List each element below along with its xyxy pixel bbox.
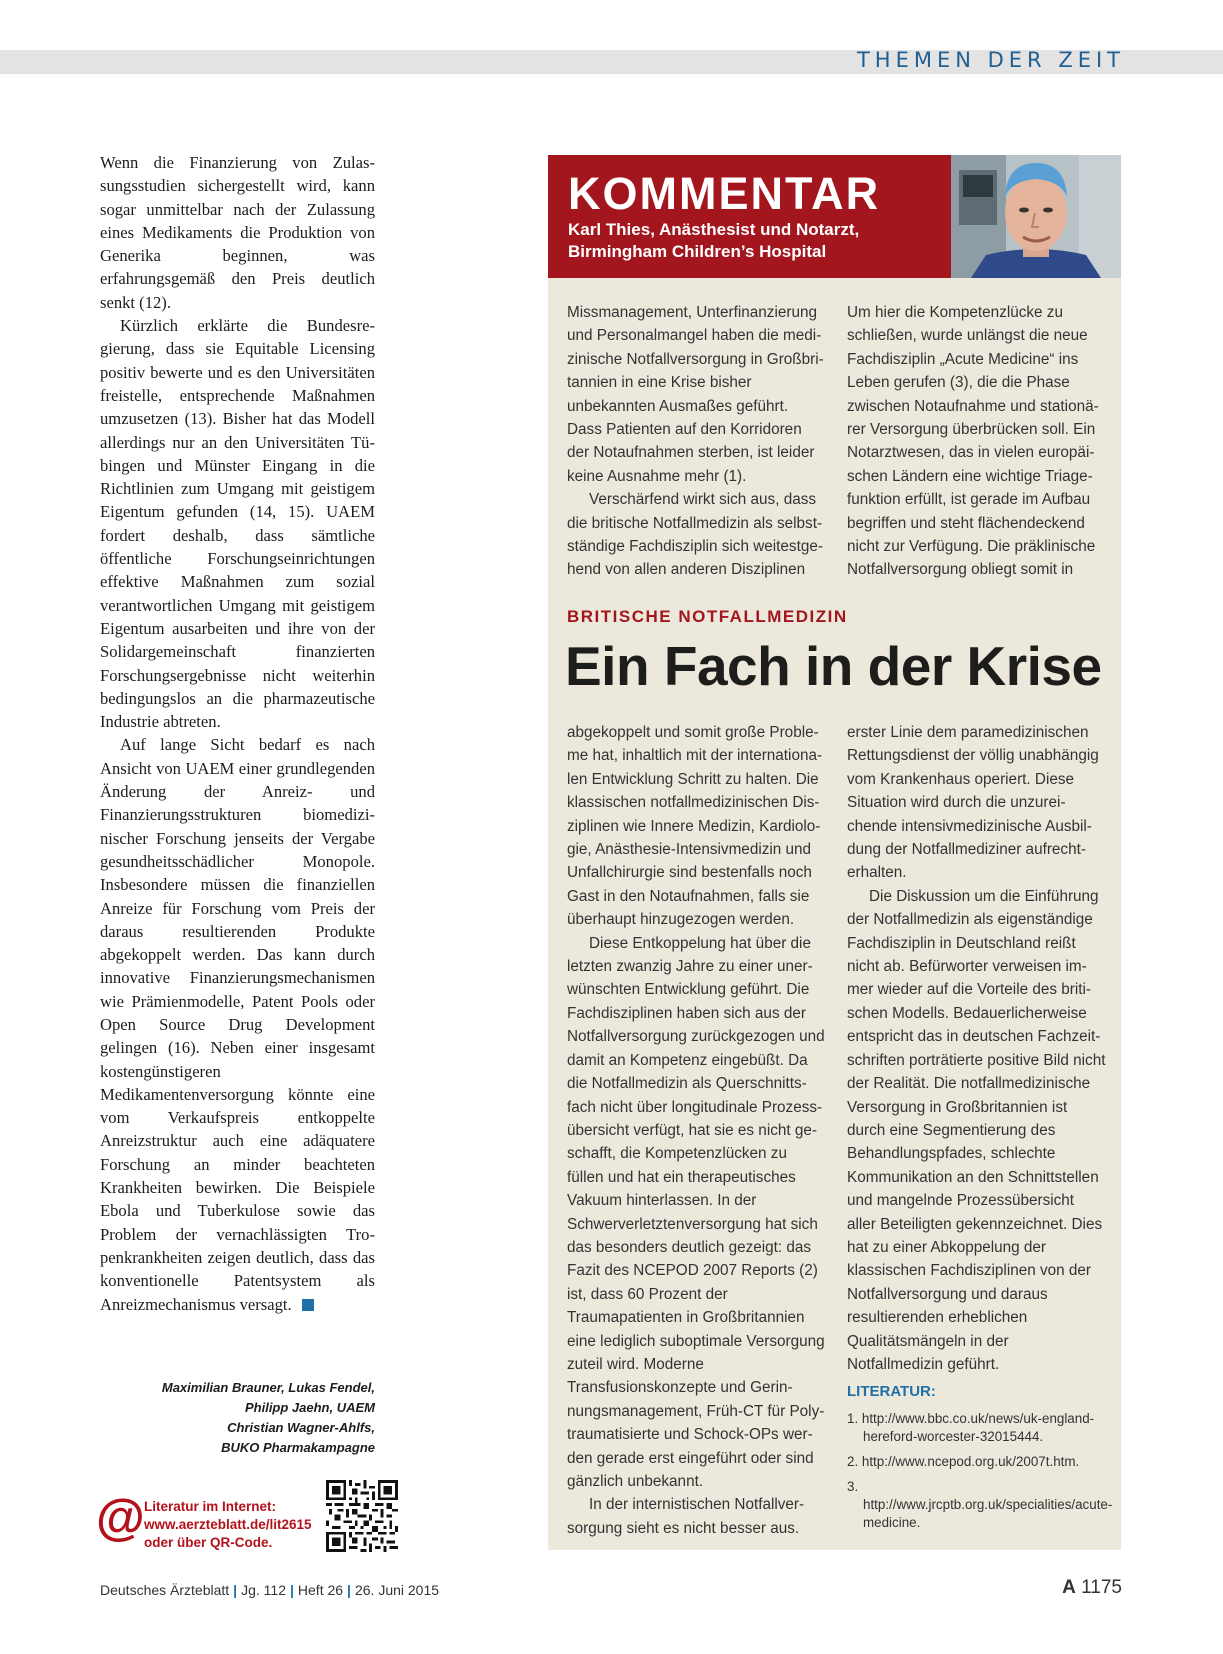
left-paragraph: Wenn die Finanzierung von Zulassungsstudien sichergestellt wird, kann sogar unmittelbar nach der Zulassung eines Medikaments die Produktion von Generika beginnen, was erfahrungsgemäß den Preis deutlich senkt (12).	[100, 153, 375, 312]
journal-volume: Jg. 112	[241, 1582, 286, 1598]
reference-item[interactable]: 3. http://www.jrcptb.org.uk/specialities/acute-medicine.	[847, 1479, 1113, 1530]
comment-author	[568, 219, 859, 263]
page-footer	[100, 1582, 439, 1598]
journal-issue: Heft 26	[297, 1582, 344, 1598]
author-line: BUKO Pharmakampagne	[221, 1440, 375, 1455]
author-line: Maximilian Brauner, Lukas Fendel,	[161, 1380, 375, 1395]
comment-column-2-bottom	[847, 721, 1107, 1376]
literature-link[interactable]: www.aerzteblatt.de/lit2615	[144, 1517, 312, 1532]
comment-headline: Ein Fach in der Krise	[565, 635, 1102, 697]
page-number	[1062, 1577, 1122, 1599]
qr-code-icon[interactable]	[326, 1480, 398, 1552]
author-photo	[951, 155, 1121, 278]
comment-paragraph: Missmanagement, Unterfinanzierung und Personalmangel haben die medizinische Notfallversorgung in Großbritannien in eine Krise bisher unbekannten Ausmaßes geführt. Dass Patienten auf den Korridoren der Notaufnahmen sterben, ist leider keine Ausnahme mehr (1).	[567, 304, 824, 485]
comment-author-line: Birmingham Children’s Hospital	[568, 242, 827, 261]
comment-paragraph: erster Linie dem paramedizinischen Rettungsdienst der völlig unabhängig vom Krankenhaus operiert. Diese Situation wird durch die unzureichende intensivmedizinische Ausbildung der Notfallmediziner aufrechterhalten.	[847, 724, 1099, 882]
author-credits	[100, 1378, 375, 1458]
footer-separator: |	[289, 1582, 294, 1598]
section-title: THEMEN DER ZEIT	[856, 48, 1125, 72]
left-paragraph-text: Auf lange Sicht bedarf es nach Ansicht von UAEM einer grundlegenden Änderung der Anreiz- und Finanzierungsstrukturen biomedizinischer Forschung jenseits der Vergabe gesundheitsschädlicher Monopole. Insbesondere müssen die finanziellen Anreize für Forschung vom Preis der daraus resultierenden Produkte abgekoppelt werden. Das kann durch innovative Finanzierungsmechanismen wie Prämienmodelle, Patent Pools oder Open Source Drug Development gelingen (16). Neben einer insgesamt kostengünstigeren Medikamentenversorgung könnte eine vom Verkaufspreis entkoppelte Anreizstruktur auch eine adäquatere Forschung an minder beachteten Krankheiten bewirken. Die Beispiele Ebola und Tuberkulose sowie das Problem der vernachlässigten Tropenkrankheiten zeigen deutlich, dass das konventionelle Patentsystem als Anreizmechanismus versagt.	[100, 735, 375, 1314]
left-paragraph: Kürzlich erklärte die Bundesregierung, dass sie Equitable Licensing positiv bewerte und es den Universitäten freistelle, entsprechende Maßnahmen umzusetzen (13). Bisher hat das Modell allerdings nur an den Universitäten Tübingen und Münster Eingang in die Richtlinien zum Umgang mit geistigem Eigentum gefunden (14, 15). UAEM fordert deshalb, dass sämtliche öffentliche Forschungseinrichtungen effektive Maßnahmen zum sozial verantwortlichen Umgang mit geistigem Eigentum ausarbeiten und ihre von der Solidargemeinschaft finanzierten Forschungsergebnisse nicht weiterhin bedingungslos an die pharmazeutische Industrie abtreten.	[100, 316, 375, 732]
footer-separator: |	[233, 1582, 238, 1598]
at-sign-icon: @	[96, 1489, 145, 1545]
literature-internet-text	[144, 1498, 312, 1552]
comment-paragraph: In der internistischen Notfallversorgung sieht es nicht besser aus.	[567, 1496, 805, 1537]
end-mark-icon	[302, 1299, 314, 1311]
reference-item[interactable]: 1. http://www.bbc.co.uk/news/uk-england-hereford-worcester-32015444.	[847, 1411, 1095, 1444]
comment-paragraph: abgekoppelt und somit große Probleme hat, inhaltlich mit der internationalen Entwicklung Schritt zu halten. Die klassischen notfallmedizinischen Disziplinen wie Innere Medizin, Kardiologie, Anästhesie-Intensivmedizin und Unfallchirurgie sind bestenfalls noch Gast in den Notaufnahmen, falls sie überhaupt hinzugezogen werden.	[567, 724, 823, 929]
journal-name: Deutsches Ärzteblatt	[100, 1582, 230, 1598]
comment-paragraph: Verschärfend wirkt sich aus, dass die britische Notfallmedizin als selbstständige Fachdisziplin sich weitestgehend von allen anderen Disziplinen	[567, 491, 823, 579]
comment-column-1-top	[567, 301, 827, 582]
literature-heading: LITERATUR:	[847, 1383, 936, 1400]
page-number-value: 1175	[1081, 1577, 1122, 1598]
footer-separator: |	[347, 1582, 351, 1598]
comment-kicker: BRITISCHE NOTFALLMEDIZIN	[567, 607, 848, 626]
reference-list	[847, 1410, 1113, 1539]
literature-line: Literatur im Internet:	[144, 1499, 277, 1514]
comment-paragraph: Um hier die Kompetenzlücke zu schließen, wurde unlängst die neue Fachdisziplin „Acute Medicine“ ins Leben gerufen (3), die die Phase zwischen Notaufnahme und stationärer Versorgung überbrücken soll. Ein Notarztwesen, das in vielen europäischen Ländern eine wichtige Triagefunktion erfüllt, ist gerade im Aufbau begriffen und steht flächendeckend nicht zur Verfügung. Die präklinische Notfallversorgung obliegt somit in	[847, 304, 1099, 579]
page-prefix: A	[1062, 1577, 1076, 1598]
left-paragraph	[100, 733, 375, 1315]
comment-paragraph: Die Diskussion um die Einführung der Notfallmedizin als eigenständige Fachdisziplin in Deutschland reißt nicht ab. Befürworter verweisen immer wieder auf die Vorteile des britischen Modells. Bedauerlicherweise entspricht das in deutschen Fachzeitschriften porträtierte positive Bild nicht der Realität. Die notfallmedizinische Versorgung in Großbritannien ist durch eine Segmentierung des Behandlungspfades, schlechte Kommunikation an den Schnittstellen und mangelnde Prozessübersicht aller Beteiligten gekennzeichnet. Dies hat zu einer Abkoppelung der klassischen Fachdisziplinen von der Notfallversorgung und daraus resultierenden erheblichen Qualitätsmängeln in der Notfallmedizin geführt.	[847, 887, 1106, 1373]
comment-author-line: Karl Thies, Anästhesist und Notarzt,	[568, 220, 860, 239]
journal-date: 26. Juni 2015	[354, 1582, 440, 1598]
author-line: Christian Wagner-Ahlfs,	[227, 1420, 375, 1435]
left-article-column	[100, 151, 375, 1316]
comment-column-1-bottom	[567, 721, 827, 1540]
reference-item[interactable]: 2. http://www.ncepod.org.uk/2007t.htm.	[847, 1454, 1080, 1469]
comment-paragraph: Diese Entkoppelung hat über die letzten zwanzig Jahre zu einer unerwünschten Entwicklung geführt. Die Fachdisziplinen haben sich aus der Notfallversorgung zurückgezogen und damit an Kompetenz eingebüßt. Da die Notfallmedizin als Querschnittsfach nicht über longitudinale Prozessübersicht verfügt, hat sie es nicht geschafft, die Kompetenzlücken zu füllen und hat ein therapeutisches Vakuum hinterlassen. In der Schwerverletztenversorgung hat sich das besonders deutlich gezeigt: das Fazit des NCEPOD 2007 Reports (2) ist, dass 60 Prozent der Traumapatienten in Großbritannien eine lediglich suboptimale Versorgung zuteil wird. Moderne Transfusionskonzepte und Gerinnungsmanagement, Früh-CT für Polytraumatisierte und Schock-OPs werden gerade erst eingeführt oder sind gänzlich unbekannt.	[567, 934, 825, 1490]
comment-label: KOMMENTAR	[568, 168, 881, 219]
literature-internet-box	[96, 1489, 321, 1556]
author-line: Philipp Jaehn, UAEM	[244, 1400, 375, 1415]
comment-column-2-top	[847, 301, 1107, 582]
literature-line: oder über QR-Code.	[144, 1535, 273, 1550]
